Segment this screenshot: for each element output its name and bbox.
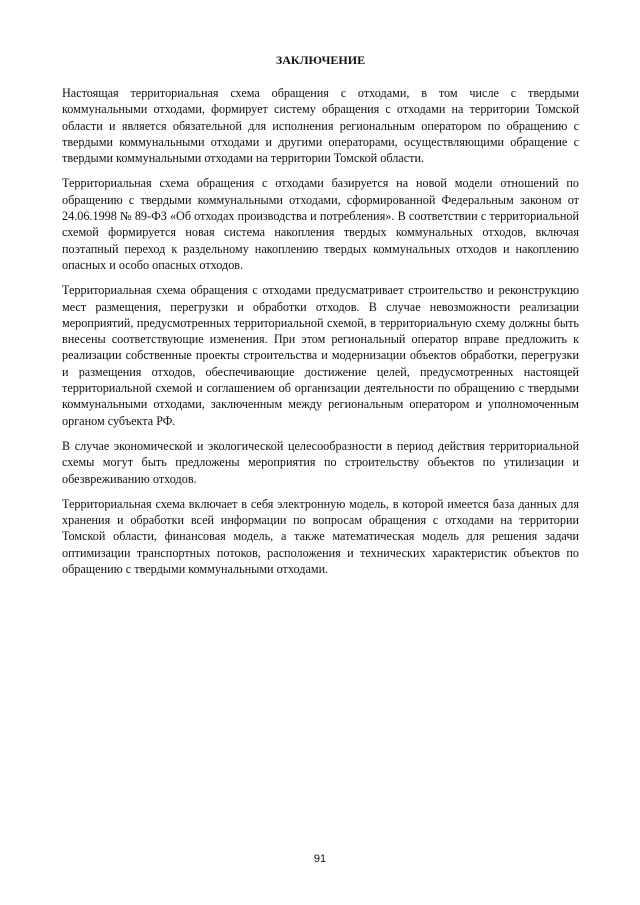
page-title: ЗАКЛЮЧЕНИЕ [275, 53, 366, 67]
page-number: 91 [313, 853, 327, 865]
page-content [62, 52, 579, 586]
paragraph-5: Территориальная схема включает в себя электронную модель, в которой имеется база данных для хранения и обработки всей информации по вопросам обращения с отходами на территории Томской области, финансовая модель, а также математическая модель для решения задачи оптимизации транспортных потоков, расположения и технических характеристик объектов по обращению с твердыми коммунальными отходами. [62, 496, 579, 577]
paragraph-4: В случае экономической и экологической целесообразности в период действия территориальной схемы могут быть предложены мероприятия по строительству объектов по утилизации и обезвреживанию отходов. [62, 438, 579, 486]
paragraph-3: Территориальная схема обращения с отходами предусматривает строительство и реконструкцию мест размещения, перегрузки и обработки отходов. В случае невозможности реализации мероприятий, предусмотренных территориальной схемой, в территориальную схему должны быть внесены соответствующие изменения. При этом региональный оператор вправе предложить к реализации собственные проекты строительства и модернизации объектов обработки, перегрузки и размещения отходов, обеспечивающие достижение целей, предусмотренных настоящей территориальной схемой и соглашением об организации деятельности по обращению с твердыми коммунальными отходами, заключенным между региональным оператором и уполномоченным органом субъекта РФ. [62, 283, 579, 428]
paragraph-1: Настоящая территориальная схема обращения с отходами, в том числе с твердыми коммунальными отходами, формирует систему обращения с отходами на территории Томской области и является обязательной для исполнения региональным оператором по обращению с твердыми коммунальными отходами и другими операторами, осуществляющими обращение с твердыми коммунальными отходами на территории Томской области. [62, 86, 579, 166]
paragraph-2: Территориальная схема обращения с отходами базируется на новой модели отношений по обращению с твердыми коммунальными отходами, сформированной Федеральным законом от 24.06.1998 № 89-ФЗ «Об отходах производства и потребления». В соответствии с территориальной схемой формируется новая система накопления твердых коммунальных отходов, включая поэтапный переход к раздельному накоплению твердых коммунальных отходов и накоплению опасных и особо опасных отходов. [62, 176, 579, 272]
